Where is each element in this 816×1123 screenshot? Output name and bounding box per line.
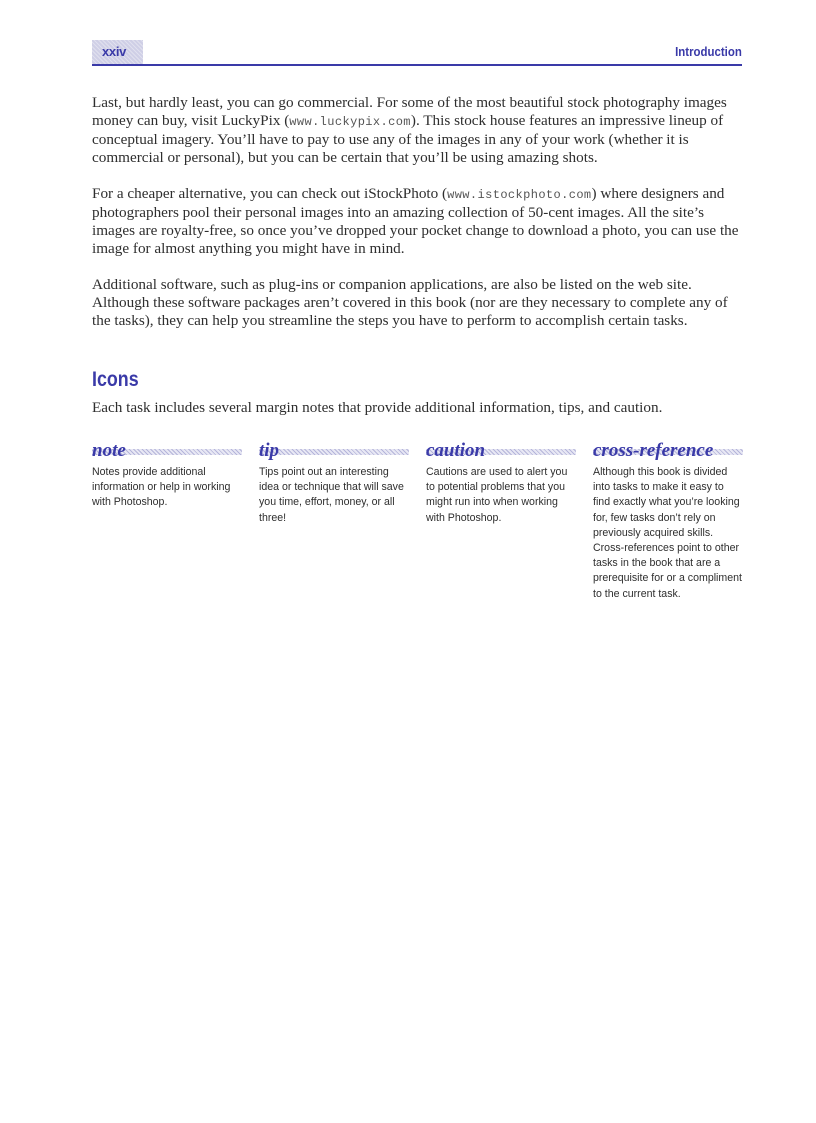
note-column-cross-reference xyxy=(593,440,743,602)
cross-reference-label: cross-reference xyxy=(593,440,714,461)
page-header xyxy=(92,40,742,64)
note-label: note xyxy=(92,440,126,461)
note-text: Notes provide additional information or help in working with Photoshop. xyxy=(92,466,231,509)
page-number: xxiv xyxy=(92,40,143,64)
body-text xyxy=(92,94,744,348)
url-luckypix[interactable]: www.luckypix.com xyxy=(289,115,411,129)
caution-label: caution xyxy=(426,440,486,461)
tip-label: tip xyxy=(259,440,280,461)
url-istockphoto[interactable]: www.istockphoto.com xyxy=(447,188,592,202)
section-heading: Icons xyxy=(92,368,139,391)
header-rule xyxy=(92,64,742,66)
paragraph: For a cheaper alternative, you can check out iStockPhoto (www.istockphoto.com) where designers and photographers pool their personal images into an amazing collection of 50-cent images. All the site’s images are royalty-free, so once you’ve dropped your pocket change to download a photo, you can use the image for almost anything you might have in mind. xyxy=(92,185,739,257)
paragraph: Last, but hardly least, you can go commercial. For some of the most beautiful stock photography images money can buy, visit LuckyPix (www.luckypix.com). This stock house features an impressive lineup of conceptual imagery. You’ll have to pay to use any of the images in any of your work (whether it is commercial or personal), but you can be certain that you’ll be using amazing shots. xyxy=(92,94,727,166)
running-head: Introduction xyxy=(675,44,742,59)
caution-text: Cautions are used to alert you to potential problems that you might run into when working with Photoshop. xyxy=(426,466,568,524)
note-column-tip xyxy=(259,440,409,526)
tip-text: Tips point out an interesting idea or technique that will save you time, effort, money, or all three! xyxy=(259,466,404,524)
note-column-caution xyxy=(426,440,576,526)
paragraph: Additional software, such as plug-ins or companion applications, are also be listed on the web site. Although these software packages aren’t covered in this book (nor are they necessary to complete any of the tasks), they can help you streamline the steps you have to perform to accomplish certain tasks. xyxy=(92,276,728,329)
cross-reference-text: Although this book is divided into tasks to make it easy to find exactly what you’re looking for, few tasks don’t rely on previously acquired skills. Cross-references point to other tasks in the book that are a prerequisite for or a compliment to the current task. xyxy=(593,466,742,600)
tip-bar xyxy=(259,449,409,455)
section-intro: Each task includes several margin notes that provide additional information, tips, and caution. xyxy=(92,399,663,416)
margin-notes xyxy=(92,440,744,600)
note-column-note xyxy=(92,440,242,511)
